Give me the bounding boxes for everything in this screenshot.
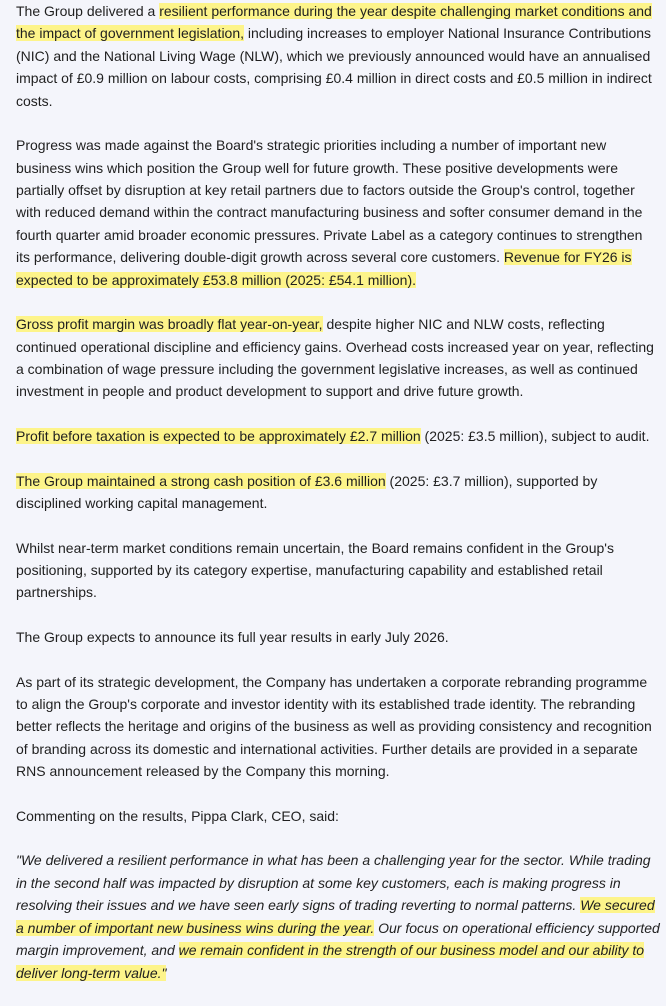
text-segment: despite higher NIC and NLW costs, reflecting continued operational discipline and efficiency gains. Overhead costs increased year on year, reflecting a combination of wage pressure including the government legislative increases, as well as continued investment in people and product development to support and drive future growth. [16, 316, 654, 400]
highlighted-text: The Group maintained a strong cash position of £3.6 million [16, 472, 386, 489]
text-segment: Our focus on operational efficiency supported margin improvement, and [16, 919, 660, 959]
paragraph-rebranding [16, 671, 660, 783]
paragraph-profit [16, 425, 660, 447]
paragraph-outlook [16, 537, 660, 604]
paragraph-ceo-intro [16, 805, 660, 827]
text-segment: "We delivered a resilient performance in what has been a challenging year for the sector. While trading in the second half was impacted by disruption at some key customers, each is making progress in resolving their issues and we have seen early signs of trading reverting to normal patterns. [16, 852, 651, 914]
text-segment: Progress was made against the Board's strategic priorities including a number of important new business wins which position the Group well for future growth. These positive developments were partially offset by disruption at key retail partners due to factors outside the Group's control, together with reduced demand within the contract manufacturing business and softer consumer demand in the fourth quarter amid broader economic pressures. Private Label as a category continues to strengthen its performance, delivering double-digit growth across several core customers. [16, 137, 643, 266]
text-segment: Whilst near-term market conditions remain uncertain, the Board remains confident in the Group's positioning, supported by its category expertise, manufacturing capability and established retail partnerships. [16, 539, 614, 601]
paragraph-cash-position [16, 470, 660, 515]
paragraph-results-date [16, 626, 660, 648]
text-segment: (2025: £3.5 million), subject to audit. [420, 428, 650, 445]
text-segment: (2025: £3.7 million), supported by disciplined working capital management. [16, 472, 598, 512]
highlighted-text: We secured a number of important new business wins during the year. [16, 897, 655, 936]
highlighted-text: resilient performance during the year despite challenging market conditions and the impact of government legislation, [16, 3, 652, 42]
text-segment: The Group expects to announce its full year results in early July 2026. [16, 629, 449, 646]
highlighted-text: Gross profit margin was broadly flat year-on-year, [16, 316, 323, 333]
paragraph-strategic-progress [16, 134, 660, 291]
text-segment: including increases to employer National Insurance Contributions (NIC) and the National Living Wage (NLW), which we previously announced would have an annualised impact of £0.9 million on labour costs, comprising £0.4 million in direct costs and £0.5 million in indirect costs. [16, 25, 652, 109]
highlighted-text: we remain confident in the strength of our business model and our ability to deliver long-term value." [16, 942, 645, 981]
announcement-body [16, 0, 660, 1006]
paragraph-ceo-quote [16, 849, 660, 983]
highlighted-text: Profit before taxation is expected to be approximately £2.7 million [16, 428, 421, 445]
paragraph-gross-margin [16, 313, 660, 403]
text-segment: Commenting on the results, Pippa Clark, CEO, said: [16, 807, 339, 824]
text-segment: The Group delivered a [16, 3, 160, 19]
highlighted-text: Revenue for FY26 is expected to be approximately £53.8 million (2025: £54.1 million). [16, 249, 632, 288]
text-segment: As part of its strategic development, the Company has undertaken a corporate rebranding programme to align the Group's corporate and investor identity with its established trade identity. The rebranding better reflects the heritage and origins of the business as well as providing consistency and recognition of branding across its domestic and international activities. Further details are provided in a separate RNS announcement released by the Company this morning. [16, 673, 652, 780]
paragraph-trading-performance [16, 0, 660, 112]
